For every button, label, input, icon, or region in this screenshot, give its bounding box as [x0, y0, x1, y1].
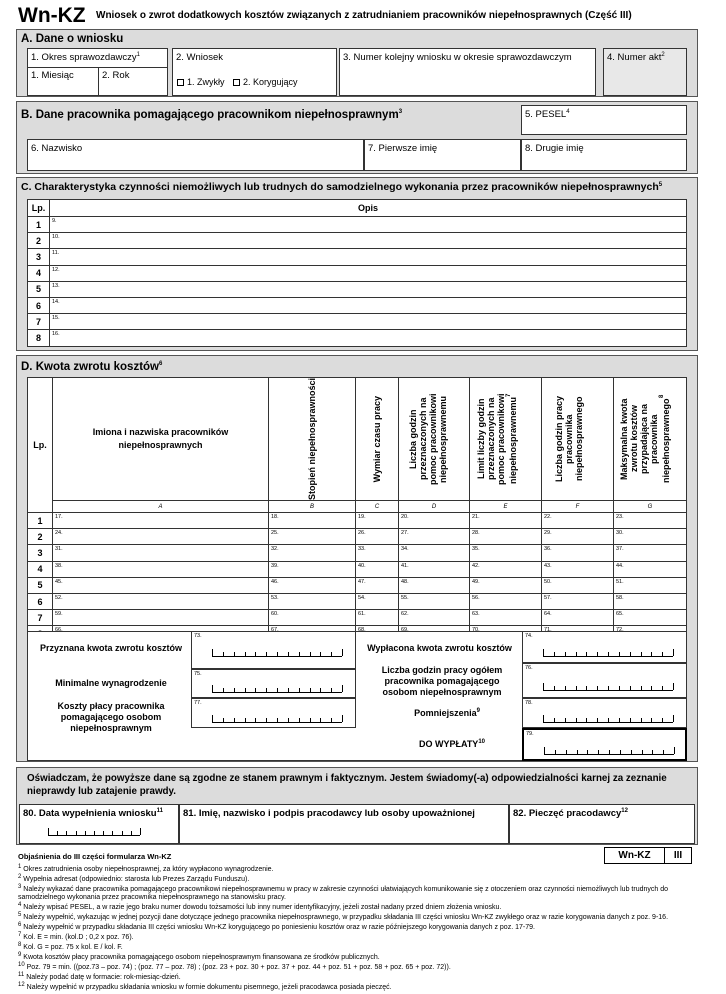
tick-mark [122, 831, 123, 835]
tick-mark [641, 718, 642, 722]
tick-mark [234, 688, 235, 692]
opis-cell[interactable]: 14. [50, 297, 687, 313]
drugie-imie-field[interactable] [521, 139, 687, 171]
data-cell[interactable]: 63. [470, 610, 542, 626]
tick-mark [554, 686, 555, 690]
footnote: $^9$ Kwota kosztów płacy pracownika pomagającego osobom niepełnosprawnym finansowana ze środków publicznych. [18, 951, 380, 962]
data-cell[interactable]: 17. [53, 513, 269, 529]
do-wyplaty-label: DO WYPŁATY$^{10}$ [418, 739, 486, 749]
tick-mark [608, 686, 609, 690]
data-cell[interactable]: 43. [542, 561, 614, 577]
numer-akt-field[interactable] [603, 48, 687, 96]
liczba-godzin-label: Liczba godzin pracy ogółem pracownika pomagającego osobom niepełnosprawnym [381, 665, 503, 697]
section-a [16, 29, 698, 97]
tick-mark [299, 718, 300, 722]
pieczec-field[interactable] [509, 804, 695, 844]
tick-mark [641, 652, 642, 656]
tick-mark [642, 750, 643, 754]
row-lp: 5 [28, 281, 50, 297]
table-row [28, 577, 687, 593]
tick-mark [662, 718, 663, 722]
section-c-table [27, 199, 687, 347]
tick-mark [342, 715, 343, 722]
table-row [28, 561, 687, 577]
table-row [28, 610, 687, 626]
data-cell[interactable]: 29. [542, 529, 614, 545]
footnote: $^7$ Kol. E = min. (kol.D ; 0,2 x poz. 76). [18, 931, 134, 942]
column-letter: C [356, 501, 399, 513]
data-cell[interactable]: 57. [542, 593, 614, 609]
row-lp: 2 [28, 529, 53, 545]
amount-ticks [543, 684, 673, 691]
row-lp: 6 [28, 593, 53, 609]
opis-cell[interactable]: 10. [50, 233, 687, 249]
row-lp: 7 [28, 610, 53, 626]
footnote: $^{12}$ Należy wypełnić w przypadku składania wniosku w formie dokumentu pisemnego, jeżeli pracodawca posiada pieczęć. [18, 982, 392, 992]
form-title: Wniosek o zwrot dodatkowych kosztów związanych z zatrudnianiem pracowników niepełnosprawnych (Część III) [96, 10, 632, 21]
data-cell[interactable]: 33. [356, 545, 399, 561]
column-letter: F [542, 501, 614, 513]
data-cell[interactable]: 60. [269, 610, 356, 626]
minimalne-label: Minimalne wynagrodzenie [55, 678, 167, 688]
podpis-field[interactable] [179, 804, 509, 844]
footnote: $^5$ Należy wypełnić, wykazując w jednej pozycji dane dotyczące jednego pracownika niepełnosprawnego, w przypadku składania III części wniosku Wn-KZ zwykłego oraz w razie korygowania danych z poz. 9-16. [18, 911, 669, 922]
row-lp: 8 [28, 330, 50, 346]
tick-mark [331, 652, 332, 656]
section-b-title: B. Dane pracownika pomagającego pracownikom niepełnosprawnym$^3$ [21, 109, 403, 121]
data-cell[interactable]: 46. [269, 577, 356, 593]
data-cell[interactable]: 22. [542, 513, 614, 529]
section-b [16, 101, 698, 174]
tick-mark [586, 652, 587, 656]
tick-mark [255, 652, 256, 656]
wniosek-label: 2. Wniosek [176, 52, 223, 63]
tick-mark [234, 718, 235, 722]
data-cell[interactable]: 39. [269, 561, 356, 577]
tick-mark [597, 652, 598, 656]
table-row [28, 545, 687, 561]
explanations-title: Objaśnienia do III części formularza Wn-KZ [18, 852, 172, 861]
liczba-godzin-field[interactable]: 76. [522, 663, 687, 698]
numer-kolejny-field[interactable] [339, 48, 596, 96]
data-cell[interactable]: 51. [614, 577, 687, 593]
badge-part: III [673, 850, 683, 861]
form-code: Wn-KZ [18, 4, 86, 27]
tick-mark [597, 686, 598, 690]
data-cell[interactable]: 34. [399, 545, 470, 561]
badge-code: Wn-KZ [605, 848, 665, 863]
opis-cell[interactable]: 13. [50, 281, 687, 297]
amount-ticks [543, 716, 673, 723]
tick-mark [320, 652, 321, 656]
d-col-lp: Lp. [28, 378, 53, 513]
tick-mark [608, 652, 609, 656]
data-cell[interactable]: 35. [470, 545, 542, 561]
tick-mark [651, 686, 652, 690]
d-col-e: Limit liczby godzin przeznaczonych na pomoc pracownikowi niepełnosprawnemu$^7$ [475, 393, 518, 485]
data-wypelnienia-field[interactable] [19, 804, 179, 844]
tick-mark [543, 649, 544, 656]
tick-mark [223, 718, 224, 722]
tick-mark [266, 652, 267, 656]
tick-mark [652, 750, 653, 754]
data-cell[interactable]: 65. [614, 610, 687, 626]
checkbox-icon [233, 79, 240, 86]
opis-cell[interactable]: 15. [50, 314, 687, 330]
tick-mark [554, 652, 555, 656]
tick-mark [619, 686, 620, 690]
data-cell[interactable]: 27. [399, 529, 470, 545]
tick-mark [576, 686, 577, 690]
okres-field [27, 48, 168, 96]
tick-mark [576, 718, 577, 722]
tick-mark [586, 718, 587, 722]
d-col-f: Liczba godzin pracy pracownika niepełnosprawnego [553, 396, 584, 483]
tick-mark [234, 652, 235, 656]
koszty-label: Koszty płacy pracownika pomagającego osobom niepełnosprawnym [57, 701, 165, 733]
numer-kolejny-label: 3. Numer kolejny wniosku w okresie sprawozdawczym [343, 52, 572, 63]
data-cell[interactable]: 23. [614, 513, 687, 529]
tick-mark [342, 649, 343, 656]
opis-cell[interactable]: 11. [50, 249, 687, 265]
footnote: $^3$ Należy wykazać dane pracownika pomagającego pracownikowi niepełnosprawnemu w pracy w zakresie czynności ułatwiających komunikowanie się z otoczeniem oraz czynności niemożliwych lub trudnych do samodzielnego wykonania przez pracownika niepełnosprawnego na stanowisku pracy. [18, 884, 668, 902]
row-lp: 1 [28, 513, 53, 529]
tick-mark [310, 652, 311, 656]
data-cell[interactable]: 48. [399, 577, 470, 593]
section-c-title: C. Charakterystyka czynności niemożliwych lub trudnych do samodzielnego wykonania przez pracowników niepełnosprawnych$^5$ [21, 181, 663, 193]
footnote: $^8$ Kol. G = poz. 75 x kol. E / kol. F. [18, 941, 123, 952]
opis-cell[interactable]: 16. [50, 330, 687, 346]
data-cell[interactable]: 18. [269, 513, 356, 529]
tick-mark [320, 688, 321, 692]
przyznana-field[interactable]: 73. [191, 631, 356, 669]
data-cell[interactable]: 55. [399, 593, 470, 609]
tick-mark [299, 652, 300, 656]
tick-mark [66, 831, 67, 835]
data-cell[interactable]: 24. [53, 529, 269, 545]
pieczec-label: 82. Pieczęć pracodawcy$^{12}$ [513, 808, 628, 820]
tick-mark [566, 750, 567, 754]
col-opis: Opis [50, 200, 687, 217]
tick-mark [288, 652, 289, 656]
column-letter: B [269, 501, 356, 513]
footnote: $^{11}$ Należy podać datę w formacie: rok-miesiąc-dzień. [18, 972, 181, 982]
tick-mark [331, 718, 332, 722]
table-row [28, 281, 687, 297]
data-label: 80. Data wypełnienia wniosku$^{11}$ [23, 808, 163, 820]
tick-mark [245, 688, 246, 692]
wyplacona-label: Wypłacona kwota zwrotu kosztów [367, 643, 512, 653]
data-cell[interactable]: 28. [470, 529, 542, 545]
tick-mark [245, 652, 246, 656]
section-c [16, 177, 698, 351]
tick-mark [266, 688, 267, 692]
tick-mark [299, 688, 300, 692]
tick-mark [342, 685, 343, 692]
tick-mark [576, 652, 577, 656]
column-letter: E [470, 501, 542, 513]
data-cell[interactable]: 58. [614, 593, 687, 609]
row-lp: 5 [28, 577, 53, 593]
koszty-field[interactable]: 77. [191, 698, 356, 728]
podpis-label: 81. Imię, nazwisko i podpis pracodawcy lub osoby upoważnionej [183, 808, 475, 819]
pierwsze-imie-field[interactable] [364, 139, 521, 171]
tick-mark [140, 828, 141, 835]
minimalne-field[interactable]: 75. [191, 669, 356, 698]
data-cell[interactable]: 45. [53, 577, 269, 593]
tick-mark [212, 685, 213, 692]
tick-mark [320, 718, 321, 722]
table-row [28, 217, 687, 233]
table-row [28, 513, 687, 529]
amount-ticks [212, 716, 342, 723]
table-row [28, 593, 687, 609]
row-lp: 3 [28, 249, 50, 265]
tick-mark [212, 715, 213, 722]
tick-mark [565, 718, 566, 722]
tick-mark [94, 831, 95, 835]
d-col-g: Maksymalna kwota zwrotu kosztów przypadająca na pracownika niepełnosprawnego$^8$ [619, 395, 671, 483]
tick-mark [245, 718, 246, 722]
data-cell[interactable]: 62. [399, 610, 470, 626]
tick-mark [673, 715, 674, 722]
tick-mark [620, 750, 621, 754]
wyplacona-field[interactable]: 74. [522, 631, 687, 663]
row-lp: 2 [28, 233, 50, 249]
declaration-text: Oświadczam, że powyższe dane są zgodne ze stanem prawnym i faktycznym. Jestem świadomy(-a) odpowiedzialności karnej za zeznanie nieprawdy lub zatajenie prawdy. [27, 773, 667, 797]
d-col-d: Liczba godzin przeznaczonych na pomoc pracownikowi niepełnosprawnemu [408, 393, 448, 485]
data-cell[interactable]: 36. [542, 545, 614, 561]
pomniejszenia-label: Pomniejszenia$^9$ [414, 708, 480, 718]
checkbox-icon [177, 79, 184, 86]
data-cell[interactable]: 19. [356, 513, 399, 529]
tick-mark [288, 688, 289, 692]
data-cell[interactable]: 32. [269, 545, 356, 561]
data-cell[interactable]: 53. [269, 593, 356, 609]
data-cell[interactable]: 20. [399, 513, 470, 529]
tick-mark [587, 750, 588, 754]
tick-mark [544, 747, 545, 754]
tick-mark [609, 750, 610, 754]
amount-ticks [212, 650, 342, 657]
amount-ticks [543, 650, 673, 657]
pomniejszenia-field[interactable]: 78. [522, 698, 687, 728]
drugie-imie-label: 8. Drugie imię [525, 143, 584, 154]
tick-mark [662, 686, 663, 690]
column-letter: A [53, 501, 269, 513]
column-letter: D [399, 501, 470, 513]
section-d-table [27, 377, 687, 643]
tick-mark [619, 652, 620, 656]
tick-mark [223, 652, 224, 656]
tick-mark [131, 831, 132, 835]
data-cell[interactable]: 44. [614, 561, 687, 577]
d-col-b: Stopień niepełnosprawności [307, 378, 317, 501]
zwykly-checkbox[interactable]: 1. Zwykły [177, 77, 225, 87]
row-lp: 1 [28, 217, 50, 233]
footnote: $^2$ Wypełnia adresat (odpowiednio: starosta lub Prezes Zarządu Funduszu). [18, 874, 250, 884]
tick-mark [651, 718, 652, 722]
tick-mark [641, 686, 642, 690]
table-row [28, 265, 687, 281]
data-cell[interactable]: 47. [356, 577, 399, 593]
tick-mark [331, 688, 332, 692]
data-cell[interactable]: 37. [614, 545, 687, 561]
form-badge [604, 847, 692, 864]
tick-mark [543, 683, 544, 690]
row-lp: 4 [28, 561, 53, 577]
table-row [28, 330, 687, 346]
data-cell[interactable]: 42. [470, 561, 542, 577]
tick-mark [310, 688, 311, 692]
opis-cell[interactable]: 12. [50, 265, 687, 281]
row-lp: 3 [28, 545, 53, 561]
section-a-title: A. Dane o wniosku [21, 33, 124, 45]
data-cell[interactable]: 25. [269, 529, 356, 545]
tick-mark [277, 652, 278, 656]
tick-mark [255, 718, 256, 722]
data-cell[interactable]: 41. [399, 561, 470, 577]
tick-mark [543, 715, 544, 722]
opis-cell[interactable]: 9. [50, 217, 687, 233]
tick-mark [674, 747, 675, 754]
nazwisko-field[interactable] [27, 139, 364, 171]
tick-mark [103, 831, 104, 835]
tick-mark [662, 652, 663, 656]
row-lp: 6 [28, 297, 50, 313]
data-cell[interactable]: 38. [53, 561, 269, 577]
footnotes [18, 864, 708, 992]
table-row [28, 233, 687, 249]
section-d-title: D. Kwota zwrotu kosztów$^6$ [21, 361, 163, 373]
tick-mark [288, 718, 289, 722]
data-cell[interactable]: 49. [470, 577, 542, 593]
tick-mark [255, 688, 256, 692]
numer-akt-label: 4. Numer akt$^2$ [607, 52, 665, 64]
tick-mark [223, 688, 224, 692]
tick-mark [565, 686, 566, 690]
tick-mark [631, 750, 632, 754]
tick-mark [586, 686, 587, 690]
footnote: $^4$ Należy wpisać PESEL, a w razie jego braku numer dowodu tożsamości lub inny numer identyfikacyjny, jeżeli został nadany przed dniem złożenia wniosku. [18, 901, 502, 912]
table-row [28, 314, 687, 330]
data-cell[interactable]: 64. [542, 610, 614, 626]
footnote: $^1$ Okres zatrudnienia osoby niepełnosprawnej, za który wypłacono wynagrodzenie. [18, 864, 274, 874]
tick-mark [112, 831, 113, 835]
tick-mark [554, 718, 555, 722]
tick-mark [266, 718, 267, 722]
data-cell[interactable]: 59. [53, 610, 269, 626]
d-col-c: Wymiar czasu pracy [372, 395, 382, 483]
data-cell[interactable]: 26. [356, 529, 399, 545]
rok-field[interactable]: 2. Rok [102, 70, 130, 81]
pesel-label: 5. PESEL$^4$ [525, 109, 570, 121]
miesiac-field[interactable]: 1. Miesiąc [31, 70, 74, 81]
amount-ticks [544, 748, 674, 755]
tick-mark [577, 750, 578, 754]
pesel-field[interactable] [521, 105, 687, 135]
tick-mark [663, 750, 664, 754]
korygujacy-checkbox[interactable]: 2. Korygujący [233, 77, 298, 87]
footnote: $^6$ Należy wypełnić w przypadku składania III części wniosku Wn-KZ korygującego po poniesieniu kosztów oraz w razie późniejszego korygowania danych z poz. 17-79. [18, 921, 535, 932]
date-ticks [48, 829, 140, 836]
table-row [28, 249, 687, 265]
tick-mark [598, 750, 599, 754]
data-cell[interactable]: 54. [356, 593, 399, 609]
tick-mark [277, 688, 278, 692]
amount-ticks [212, 686, 342, 693]
row-lp: 4 [28, 265, 50, 281]
okres-label: 1. Okres sprawozdawczy$^1$ [31, 52, 140, 64]
tick-mark [277, 718, 278, 722]
pierwsze-imie-label: 7. Pierwsze imię [368, 143, 438, 154]
data-cell[interactable]: 21. [470, 513, 542, 529]
tick-mark [565, 652, 566, 656]
data-cell[interactable]: 52. [53, 593, 269, 609]
tick-mark [57, 831, 58, 835]
tick-mark [310, 718, 311, 722]
data-cell[interactable]: 31. [53, 545, 269, 561]
row-lp: 7 [28, 314, 50, 330]
data-cell[interactable]: 40. [356, 561, 399, 577]
tick-mark [630, 652, 631, 656]
data-cell[interactable]: 50. [542, 577, 614, 593]
data-cell[interactable]: 30. [614, 529, 687, 545]
tick-mark [48, 828, 49, 835]
tick-mark [630, 686, 631, 690]
tick-mark [608, 718, 609, 722]
tick-mark [630, 718, 631, 722]
declaration-section [16, 767, 698, 845]
footnote: $^{10}$ Poz. 79 = min. ((poz.73 – poz. 74) ; (poz. 77 – poz. 78) ; (poz. 23 + poz. 30 + poz. 37 + poz. 44 + poz. 51 + poz. 58 + poz. 65 + poz. 72)). [18, 961, 451, 972]
data-cell[interactable]: 56. [470, 593, 542, 609]
tick-mark [76, 831, 77, 835]
tick-mark [212, 649, 213, 656]
tick-mark [619, 718, 620, 722]
tick-mark [673, 649, 674, 656]
table-row [28, 297, 687, 313]
wniosek-field [172, 48, 337, 96]
nazwisko-label: 6. Nazwisko [31, 143, 83, 154]
table-row [28, 529, 687, 545]
data-cell[interactable]: 61. [356, 610, 399, 626]
section-d [16, 355, 698, 762]
tick-mark [673, 683, 674, 690]
przyznana-label: Przyznana kwota zwrotu kosztów [39, 643, 183, 653]
do-wyplaty-field[interactable]: 79. [522, 728, 687, 761]
column-letter: G [614, 501, 687, 513]
tick-mark [85, 831, 86, 835]
d-col-a: Imiona i nazwiska pracowników niepełnosprawnych [53, 378, 269, 501]
col-lp: Lp. [28, 200, 50, 217]
tick-mark [597, 718, 598, 722]
tick-mark [651, 652, 652, 656]
tick-mark [555, 750, 556, 754]
